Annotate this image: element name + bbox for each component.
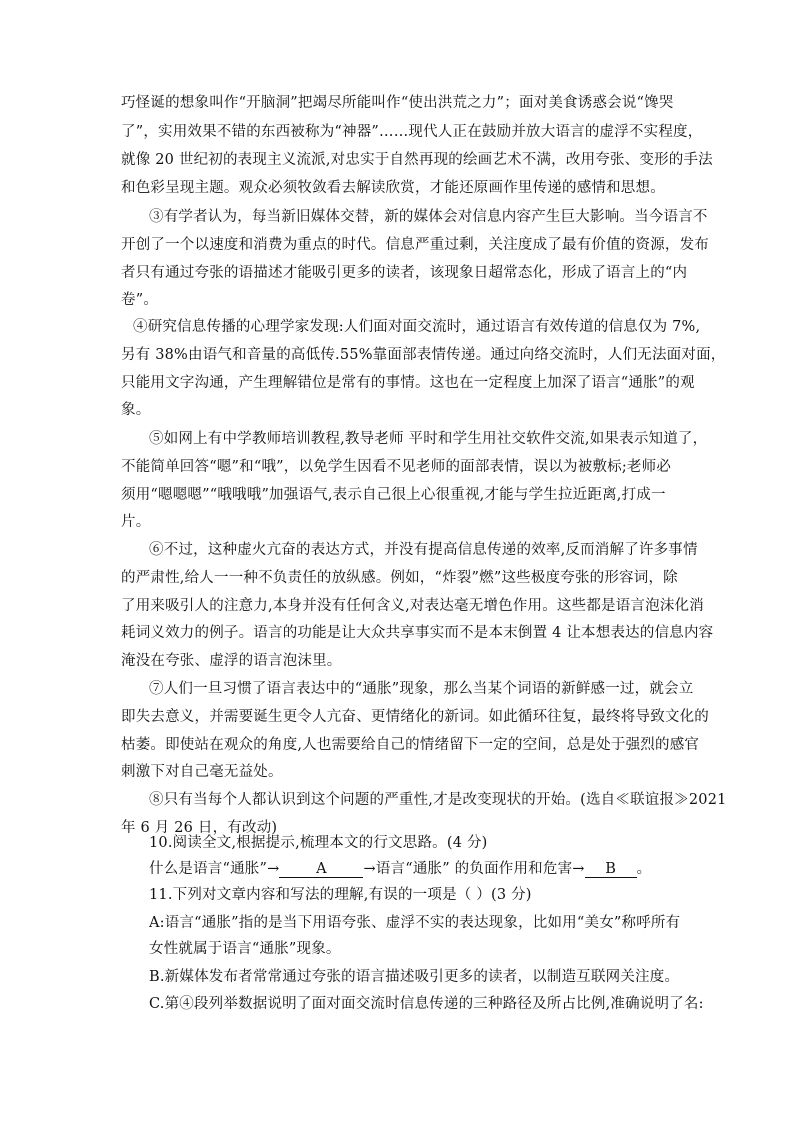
text-line: 只能用文字沟通，产生理解错位是常有的事情。这也在一定程度上加深了语言“通胀”的观 (121, 375, 695, 391)
text-line: 枯萎。即使站在观众的角度,人也需要给自己的情绪留下一定的空间，总是处于强烈的感官 (121, 737, 700, 753)
text-line: 须用“嗯嗯嗯”“哦哦哦”加强语气,表示自己很上心很重视,才能与学生拉近距离,打成一 (121, 487, 666, 503)
text-line: ⑤如网上有中学教师培训教程,教导老师 平时和学生用社交软件交流,如果表示知道了， (149, 431, 708, 447)
text-line: 刺激下对自己毫无益处。 (121, 764, 283, 780)
option-a-cont: 女性就属于语言“通胀”现象。 (149, 941, 341, 957)
text-line: 耗词义效力的例子。语言的功能是让大众共享事实而不是本末倒置 4 让本想表达的信息内容 (121, 625, 714, 641)
flow-middle: →语言“通胀” 的负面作用和危害→ (363, 861, 585, 877)
question-11: 11.下列对文章内容和写法的理解,有误的一项是（ ）(3 分) (149, 887, 532, 903)
question-10: 10.阅读全文,根据提示,梳理本文的行文思路。(4 分) (149, 835, 488, 851)
option-a: A:语言“通胀”指的是当下用语夸张、虚浮不实的表达现象，比如用“美女”称呼所有 (149, 915, 681, 931)
text-line: ⑥不过，这种虚火亢奋的表达方式，并没有提高信息传递的效率,反而消解了许多事情 (149, 542, 698, 558)
blank-a[interactable]: A (279, 861, 363, 878)
question-10-flow (149, 860, 794, 878)
text-line: 的严肃性,给人一一种不负责任的放纵感。例如，“炸裂”燃”这些极度夸张的形容词，除 (121, 570, 678, 586)
flow-prefix: 什么是语言“通胀”→ (149, 861, 280, 877)
text-line: 就像 20 世纪初的表现主义流派,对忠实于自然再现的绘画艺术不满，改用夸张、变形的手法 (121, 152, 713, 168)
text-line: ③有学者认为，每当新旧媒体交替，新的媒体会对信息内容产生巨大影响。当今语言不 (149, 209, 708, 225)
text-line: 了”，实用效果不错的东西被称为“神器”……现代人正在鼓励并放大语言的虚浮不实程度， (121, 124, 703, 140)
text-line: 片。 (121, 514, 151, 530)
text-line: 者只有通过夸张的语描述才能吸引更多的读者，该现象日超常态化，形成了语言上的“内 (121, 265, 688, 281)
text-line: ⑧只有当每个人都认识到这个问题的严重性,才是改变现状的开始。(选自≪联谊报≫2021 (149, 792, 727, 808)
text-line: 卷”。 (121, 292, 159, 308)
text-line: 开创了一个以速度和消费为重点的时代。信息严重过剩，关注度成了最有价值的资源，发布 (121, 237, 709, 253)
text-line: ⑦人们一旦习惯了语言表达中的“通胀”现象，那么当某个词语的新鲜感一过，就会立 (149, 681, 694, 697)
text-line: 年 6 月 26 日，有改动) (121, 820, 278, 836)
option-c: C.第④段列举数据说明了面对面交流时信息传递的三种路径及所占比例,准确说明了名: (149, 996, 704, 1012)
text-line: 不能简单回答“嗯”和“哦”，以免学生因看不见老师的面部表情，误以为被敷标;老师必 (121, 459, 672, 475)
blank-b[interactable]: B (585, 861, 637, 878)
flow-suffix: 。 (636, 861, 652, 877)
text-line: 和色彩呈现主题。观众必须牧敛看去解读欣赏，才能还原画作里传递的感情和思想。 (121, 180, 665, 196)
text-line: 即失去意义，并需要诞生更令人亢奋、更情绪化的新词。如此循环往复，最终将导致文化的 (121, 709, 709, 725)
text-line: 了用来吸引人的注意力,本身并没有任何含义,对表达毫无增色作用。这些都是语言泡沫化消 (121, 598, 704, 614)
text-line: 巧怪诞的想象叫作“开脑洞”把竭尽所能叫作“使出洪荒之力”；面对美食诱惑会说“馋哭 (121, 95, 674, 111)
text-line: 另有 38%由语气和音量的高低传.55%靠面部表情传递。通过向络交流时，人们无法面对面， (121, 347, 726, 363)
text-line: 淹没在夸张、虚浮的语言泡沫里。 (121, 653, 342, 669)
option-b: B.新媒体发布者常常通过夸张的语言描述吸引更多的读者，以制造互联网关注度。 (149, 969, 680, 985)
text-line: ④研究信息传播的心理学家发现:人们面对面交流时，通过语言有效传道的信息仅为 7%, (133, 319, 701, 335)
text-line: 象。 (121, 402, 151, 418)
